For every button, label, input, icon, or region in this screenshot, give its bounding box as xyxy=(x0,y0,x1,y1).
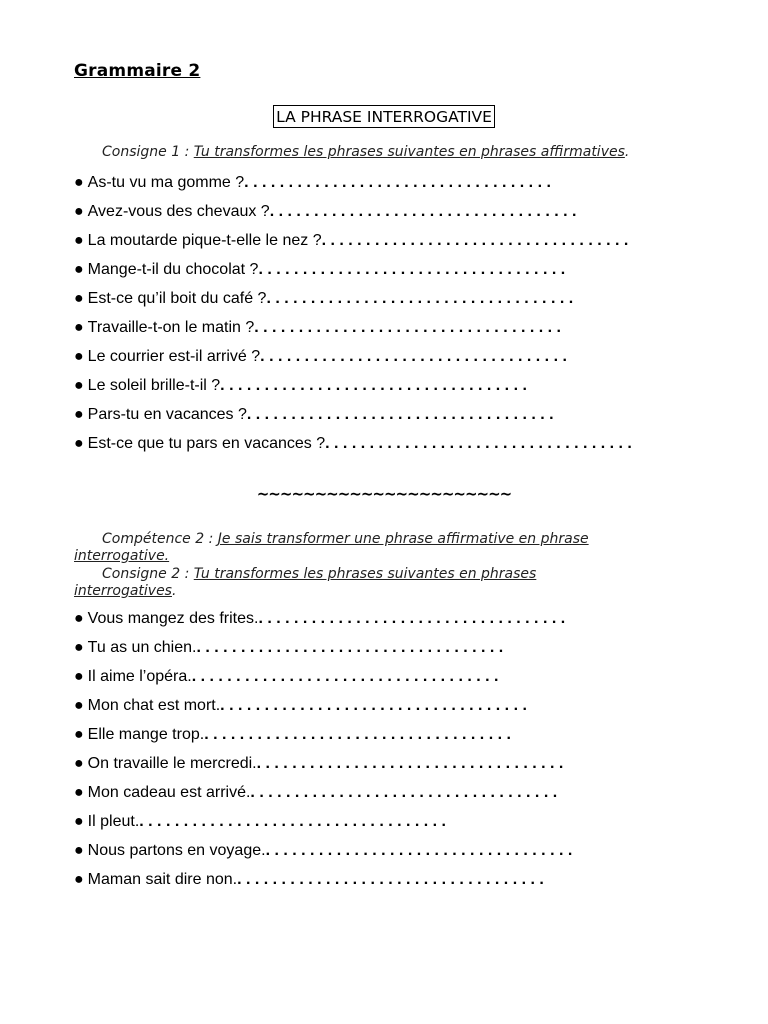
instruction-1-end: . xyxy=(624,144,630,160)
sentence-item xyxy=(74,837,694,866)
answer-dot-leader[interactable]: . . . . . . . . . . . . . . . . . . . . . . . . . . . . . . . . . . . xyxy=(191,667,499,685)
sentence-item xyxy=(74,808,694,837)
instruction-1 xyxy=(102,144,629,161)
bullet-icon: ● xyxy=(74,638,84,656)
bullet-icon: ● xyxy=(74,871,84,889)
sentence-text: Pars-tu en vacances ? xyxy=(87,406,247,424)
sentence-text: Est-ce que tu pars en vacances ? xyxy=(87,435,326,453)
sentence-item xyxy=(74,372,694,401)
sentence-text: Est-ce qu’il boit du café ? xyxy=(87,289,267,307)
sentence-item xyxy=(74,779,694,808)
bullet-icon: ● xyxy=(74,377,84,395)
sentence-text: Elle mange trop. xyxy=(87,725,205,743)
sentence-item xyxy=(74,284,694,313)
instruction-2-text-line2: interrogatives xyxy=(74,583,172,599)
bullet-icon: ● xyxy=(74,348,84,366)
bullet-icon: ● xyxy=(74,667,84,685)
question-list-1 xyxy=(74,168,694,459)
sentence-text: Vous mangez des frites. xyxy=(87,609,259,627)
bullet-icon: ● xyxy=(74,842,84,860)
instruction-2-label: Consigne 2 : xyxy=(102,566,194,582)
sentence-item xyxy=(74,720,694,749)
bullet-icon: ● xyxy=(74,784,84,802)
instruction-1-text: Tu transformes les phrases suivantes en phrases affirmatives xyxy=(193,144,625,160)
bullet-icon: ● xyxy=(74,725,84,743)
answer-dot-leader[interactable]: . . . . . . . . . . . . . . . . . . . . . . . . . . . . . . . . . . . xyxy=(254,319,561,337)
answer-dot-leader[interactable]: . . . . . . . . . . . . . . . . . . . . . . . . . . . . . . . . . . . xyxy=(258,260,566,278)
sentence-text: Tu as un chien. xyxy=(87,638,197,656)
bullet-icon: ● xyxy=(74,231,84,249)
sentence-text: Il pleut. xyxy=(87,813,140,831)
sentence-item xyxy=(74,430,694,459)
sentence-text: Mon cadeau est arrivé. xyxy=(87,784,251,802)
sentence-text: Nous partons en voyage. xyxy=(87,842,266,860)
competence-2-text-line1: Je sais transformer une phrase affirmative en phrase xyxy=(217,531,589,547)
title-container xyxy=(0,105,768,128)
bullet-icon: ● xyxy=(74,173,84,191)
bullet-icon: ● xyxy=(74,202,84,220)
sentence-item xyxy=(74,604,694,633)
sentence-item xyxy=(74,197,694,226)
sentence-text: Le soleil brille-t-il ? xyxy=(87,377,221,395)
competence-2 xyxy=(74,531,674,565)
bullet-icon: ● xyxy=(74,696,84,714)
worksheet-title: LA PHRASE INTERROGATIVE xyxy=(273,105,495,128)
section-separator xyxy=(0,485,768,503)
sentence-item xyxy=(74,749,694,778)
bullet-icon: ● xyxy=(74,609,84,627)
answer-dot-leader[interactable]: . . . . . . . . . . . . . . . . . . . . . . . . . . . . . . . . . . . xyxy=(325,435,632,453)
sentence-text: Le courrier est-il arrivé ? xyxy=(87,348,261,366)
answer-dot-leader[interactable]: . . . . . . . . . . . . . . . . . . . . . . . . . . . . . . . . . . . xyxy=(196,638,504,656)
sentence-item xyxy=(74,866,694,895)
instruction-2-end: . xyxy=(171,583,177,599)
sentence-item xyxy=(74,226,694,255)
instruction-2 xyxy=(74,566,674,600)
answer-dot-leader[interactable]: . . . . . . . . . . . . . . . . . . . . . . . . . . . . . . . . . . . xyxy=(265,842,573,860)
worksheet-heading: Grammaire 2 xyxy=(74,61,201,81)
competence-2-label: Compétence 2 : xyxy=(102,531,218,547)
question-list-2 xyxy=(74,604,694,895)
sentence-item xyxy=(74,343,694,372)
sentence-text: As-tu vu ma gomme ? xyxy=(87,173,245,191)
sentence-text: Mange-t-il du chocolat ? xyxy=(87,260,259,278)
answer-dot-leader[interactable]: . . . . . . . . . . . . . . . . . . . . . . . . . . . . . . . . . . . xyxy=(266,289,574,307)
answer-dot-leader[interactable]: . . . . . . . . . . . . . . . . . . . . . . . . . . . . . . . . . . . xyxy=(204,725,511,743)
sentence-item xyxy=(74,401,694,430)
sentence-text: Mon chat est mort. xyxy=(87,696,221,714)
answer-dot-leader[interactable]: . . . . . . . . . . . . . . . . . . . . . . . . . . . . . . . . . . . xyxy=(220,377,527,395)
bullet-icon: ● xyxy=(74,406,84,424)
answer-dot-leader[interactable]: . . . . . . . . . . . . . . . . . . . . . . . . . . . . . . . . . . . xyxy=(250,784,558,802)
answer-dot-leader[interactable]: . . . . . . . . . . . . . . . . . . . . . . . . . . . . . . . . . . . xyxy=(256,755,564,773)
sentence-text: La moutarde pique-t-elle le nez ? xyxy=(87,231,322,249)
sentence-text: Maman sait dire non. xyxy=(87,871,238,889)
instruction-1-label: Consigne 1 : xyxy=(102,144,194,160)
answer-dot-leader[interactable]: . . . . . . . . . . . . . . . . . . . . . . . . . . . . . . . . . . . xyxy=(237,871,544,889)
bullet-icon: ● xyxy=(74,755,84,773)
sentence-item xyxy=(74,168,694,197)
answer-dot-leader[interactable]: . . . . . . . . . . . . . . . . . . . . . . . . . . . . . . . . . . . xyxy=(246,406,554,424)
answer-dot-leader[interactable]: . . . . . . . . . . . . . . . . . . . . . . . . . . . . . . . . . . . xyxy=(269,202,577,220)
bullet-icon: ● xyxy=(74,289,84,307)
bullet-icon: ● xyxy=(74,813,84,831)
sentence-item xyxy=(74,662,694,691)
sentence-text: Avez-vous des chevaux ? xyxy=(87,202,270,220)
answer-dot-leader[interactable]: . . . . . . . . . . . . . . . . . . . . . . . . . . . . . . . . . . . xyxy=(321,231,629,249)
sentence-item xyxy=(74,691,694,720)
answer-dot-leader[interactable]: . . . . . . . . . . . . . . . . . . . . . . . . . . . . . . . . . . . xyxy=(260,348,567,366)
separator-tildes: ~~~~~~~~~~~~~~~~~~~~~~ xyxy=(256,485,512,503)
bullet-icon: ● xyxy=(74,435,84,453)
sentence-text: On travaille le mercredi. xyxy=(87,755,257,773)
instruction-2-text-line1: Tu transformes les phrases suivantes en phrases xyxy=(193,566,537,582)
answer-dot-leader[interactable]: . . . . . . . . . . . . . . . . . . . . . . . . . . . . . . . . . . . xyxy=(220,696,527,714)
answer-dot-leader[interactable]: . . . . . . . . . . . . . . . . . . . . . . . . . . . . . . . . . . . xyxy=(258,609,566,627)
bullet-icon: ● xyxy=(74,319,84,337)
sentence-text: Travaille-t-on le matin ? xyxy=(87,319,255,337)
sentence-item xyxy=(74,633,694,662)
bullet-icon: ● xyxy=(74,260,84,278)
competence-2-text-line2: interrogative. xyxy=(74,548,170,564)
sentence-text: Il aime l’opéra. xyxy=(87,667,192,685)
answer-dot-leader[interactable]: . . . . . . . . . . . . . . . . . . . . . . . . . . . . . . . . . . . xyxy=(244,173,551,191)
answer-dot-leader[interactable]: . . . . . . . . . . . . . . . . . . . . . . . . . . . . . . . . . . . xyxy=(139,813,446,831)
sentence-item xyxy=(74,255,694,284)
sentence-item xyxy=(74,313,694,342)
